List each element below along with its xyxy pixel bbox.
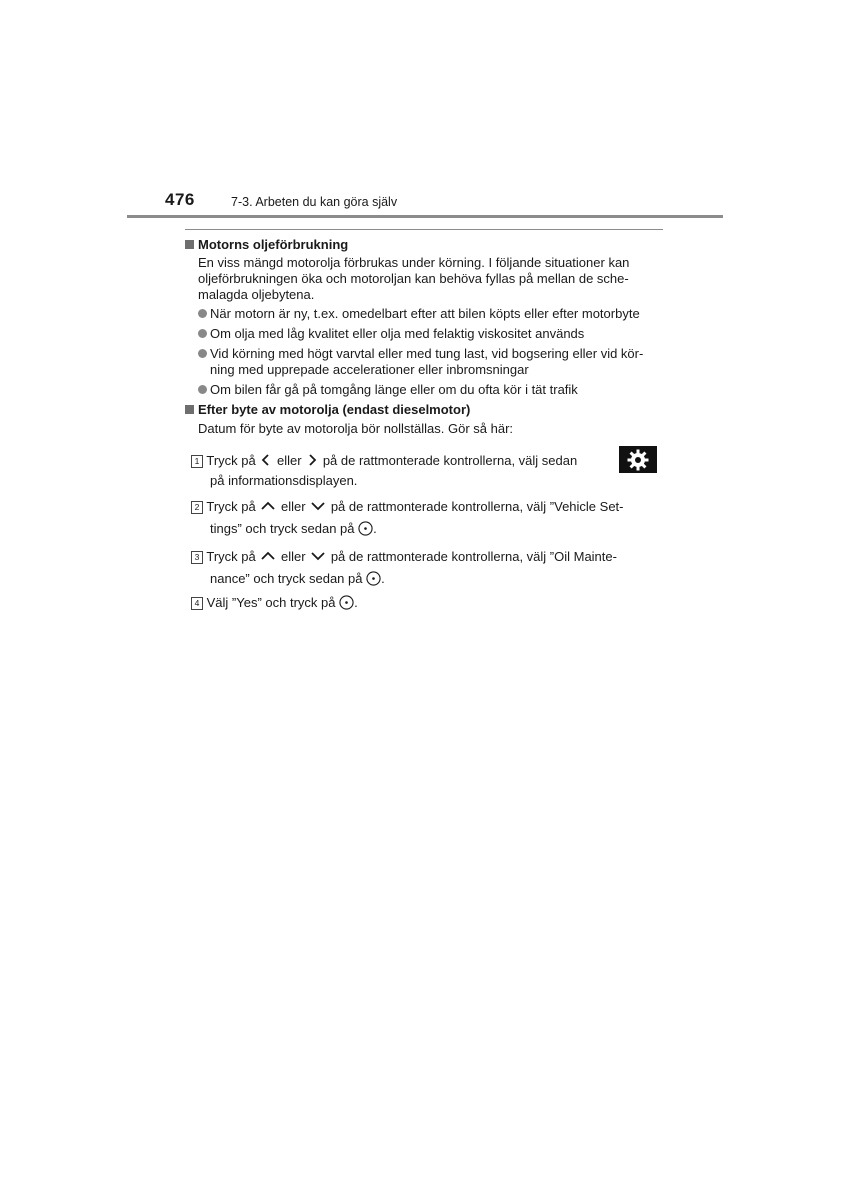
square-bullet-icon [185,240,194,249]
settings-display-icon [619,446,657,473]
page-number: 476 [165,190,195,209]
chapter-title: 7-3. Arbeten du kan göra själv [231,195,398,209]
step-number: 4 [191,597,203,610]
paragraph-line: En viss mängd motorolja förbrukas under körning. I följande situationer kan [198,255,630,270]
square-bullet-icon [185,405,194,414]
ok-button-icon [339,595,354,610]
section-heading-oil-consumption: Motorns oljeförbrukning [185,236,348,253]
list-item-continuation: ning med upprepade accelerationer eller inbromsningar [210,362,529,377]
header-divider [127,215,723,218]
section-heading-oil-change: Efter byte av motorolja (endast dieselmotor) [185,401,470,418]
chevron-left-icon [259,453,273,467]
step-3-continuation: nance” och tryck sedan på . [210,571,385,586]
list-item: Om olja med låg kvalitet eller olja med felaktig viskositet används [198,325,584,342]
bullet-dot-icon [198,349,207,358]
intro-text: Datum för byte av motorolja bör nollställas. Gör så här: [198,421,514,436]
paragraph-line: oljeförbrukningen öka och motoroljan kan behöva fyllas på mellan de sche- [198,271,629,286]
list-item: När motorn är ny, t.ex. omedelbart efter att bilen köpts eller efter motorbyte [198,305,640,322]
chevron-up-icon [259,549,277,563]
bullet-dot-icon [198,385,207,394]
ok-button-icon [366,571,381,586]
step-2-continuation: tings” och tryck sedan på . [210,521,377,536]
step-3: 3 Tryck på eller på de rattmonterade kontrollerna, välj ”Oil Mainte- [191,548,617,565]
bullet-dot-icon [198,329,207,338]
step-1-continuation: på informationsdisplayen. [210,473,358,488]
chevron-down-icon [309,549,327,563]
chevron-up-icon [259,499,277,513]
ok-button-icon [358,521,373,536]
step-number: 3 [191,551,203,564]
step-1: 1 Tryck på eller på de rattmonterade kontrollerna, välj sedan [191,452,577,469]
list-item: Om bilen får gå på tomgång länge eller om du ofta kör i tät trafik [198,381,578,398]
paragraph-line: malagda oljebytena. [198,287,315,302]
bullet-dot-icon [198,309,207,318]
list-item: Vid körning med högt varvtal eller med tung last, vid bogsering eller vid kör- [198,345,643,362]
gear-icon [626,448,650,472]
chevron-down-icon [309,499,327,513]
step-2: 2 Tryck på eller på de rattmonterade kontrollerna, välj ”Vehicle Set- [191,498,624,515]
step-number: 1 [191,455,203,468]
chevron-right-icon [305,453,319,467]
section-divider [185,229,663,230]
step-4: 4 Välj ”Yes” och tryck på . [191,594,358,611]
step-number: 2 [191,501,203,514]
